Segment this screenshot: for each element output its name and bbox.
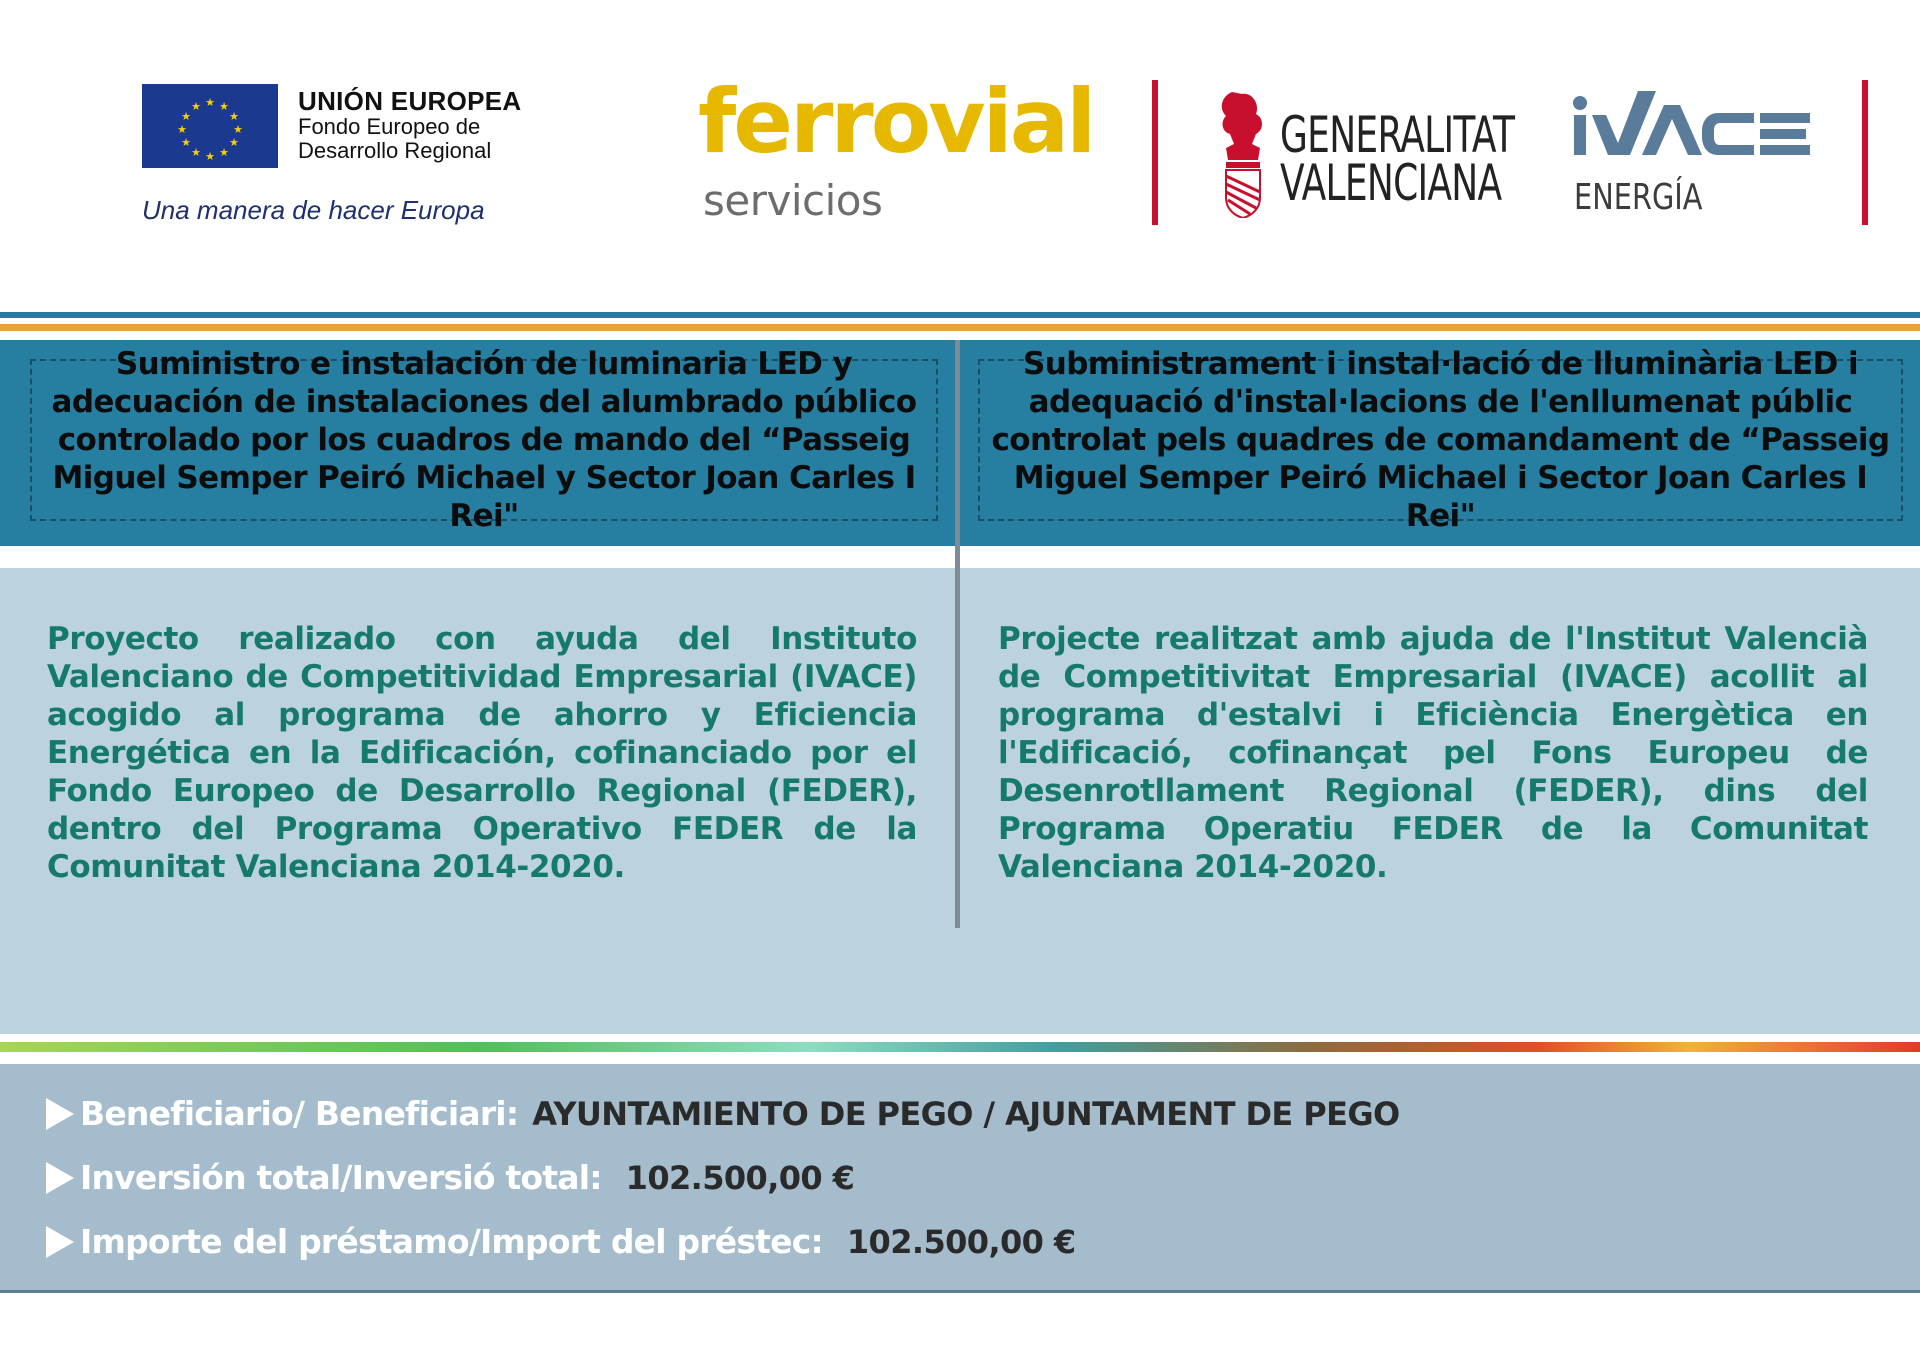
eu-subtitle-line1: Fondo Europeo de [298, 114, 481, 139]
svg-text:★: ★ [191, 100, 201, 113]
arrow-icon [46, 1098, 74, 1130]
ivace-wordmark-icon [1572, 85, 1812, 165]
red-separator-right [1862, 80, 1868, 225]
arrow-icon [46, 1162, 74, 1194]
svg-text:★: ★ [233, 123, 243, 136]
eu-subtitle-line2: Desarrollo Regional [298, 138, 492, 163]
eu-stars-icon [142, 84, 278, 168]
svg-text:★: ★ [219, 146, 229, 159]
title-va: Subministrament i instal·lació de lluminària LED i adequació d'instal·lacions de l'enllumenat públic controlat pels quadres de comandament de “Passeig Miguel Semper Peiró Michael i Sector Joan Carles I Rei" [978, 359, 1903, 521]
red-separator-left [1152, 80, 1158, 225]
stripe-orange [0, 324, 1920, 331]
column-divider [955, 340, 960, 928]
description-va: Projecte realitzat amb ajuda de l'Institut Valencià de Competitivitat Empresarial (IVACE) acollit al programa d'estalvi i Eficiència Energètica en l'Edificació, cofinançat pel Fons Europeu de Desenrotllament Regional (FEDER), dins del Programa Operatiu FEDER de la Comunitat Valenciana 2014-2020. [998, 621, 1868, 885]
investment-value: 102.500,00 € [625, 1159, 855, 1197]
svg-text:★: ★ [219, 100, 229, 113]
svg-text:★: ★ [229, 136, 239, 149]
beneficiary-row [46, 1094, 1400, 1133]
generalitat-line2: VALENCIANA [1280, 154, 1502, 212]
svg-text:★: ★ [181, 136, 191, 149]
generalitat-crest-icon [1212, 88, 1274, 218]
eu-flag-logo [142, 84, 278, 168]
footer-bottom-line [0, 1290, 1920, 1293]
beneficiary-label: Beneficiario/ Beneficiari: [80, 1094, 519, 1133]
eu-motto: Una manera de hacer Europa [142, 195, 485, 225]
svg-text:★: ★ [181, 110, 191, 123]
arrow-icon [46, 1226, 74, 1258]
ivace-sub-text: ENERGÍA [1574, 177, 1703, 218]
loan-label: Importe del préstamo/Import del préstec: [80, 1222, 823, 1261]
eu-title: UNIÓN EUROPEA [298, 86, 522, 116]
investment-row [46, 1158, 854, 1197]
beneficiary-value: AYUNTAMIENTO DE PEGO / AJUNTAMENT DE PEGO [532, 1095, 1400, 1133]
generalitat-line1: GENERALITAT [1280, 106, 1515, 164]
description-es: Proyecto realizado con ayuda del Instituto Valenciano de Competitividad Empresarial (IVACE) acogido al programa de ahorro y Eficiencia Energética en la Edificación, cofinanciado por el Fondo Europeo de Desarrollo Regional (FEDER), dentro del Programa Operativo FEDER de la Comunitat Valenciana 2014-2020. [47, 621, 917, 885]
loan-value: 102.500,00 € [846, 1223, 1076, 1261]
svg-text:★: ★ [205, 96, 215, 109]
svg-text:★: ★ [205, 150, 215, 163]
rainbow-stripe [0, 1042, 1920, 1052]
ferrovial-sub-text: servicios [703, 176, 883, 225]
ferrovial-logo-text: ferrovial [698, 70, 1094, 173]
svg-text:★: ★ [177, 123, 187, 136]
title-es: Suministro e instalación de luminaria LED y adecuación de instalaciones del alumbrado público controlado por los cuadros de mando del “Passeig Miguel Semper Peiró Michael y Sector Joan Carles I Rei" [30, 359, 938, 521]
svg-text:★: ★ [229, 110, 239, 123]
svg-text:★: ★ [191, 146, 201, 159]
loan-row [46, 1222, 1076, 1261]
investment-label: Inversión total/Inversió total: [80, 1158, 602, 1197]
ivace-logo [1572, 85, 1812, 176]
